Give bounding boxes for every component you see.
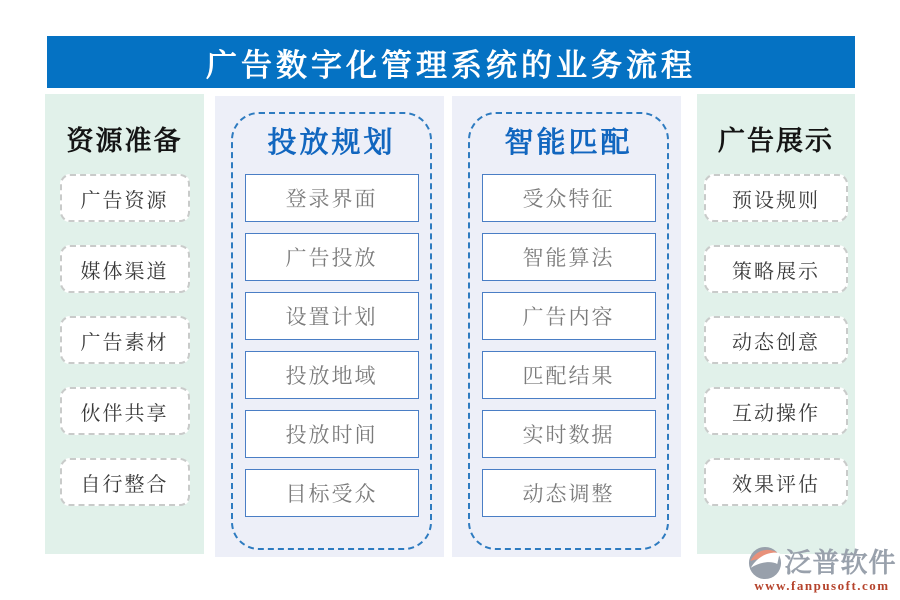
flow-item-ad-materials: 广告素材	[60, 316, 190, 364]
flow-item-dynamic-adjust: 动态调整	[482, 469, 656, 517]
flow-item-ad-resources: 广告资源	[60, 174, 190, 222]
flow-item-set-plan: 设置计划	[245, 292, 419, 340]
fanpu-logo-icon	[748, 546, 782, 580]
flow-item-ad-delivery: 广告投放	[245, 233, 419, 281]
brand-name: 泛普软件	[784, 548, 897, 578]
flow-item-effect-eval: 效果评估	[704, 458, 848, 506]
column-ad-display	[697, 94, 855, 554]
column-placement-planning	[215, 96, 444, 557]
brand-watermark	[746, 546, 898, 594]
flow-item-delivery-time: 投放时间	[245, 410, 419, 458]
flow-item-match-result: 匹配结果	[482, 351, 656, 399]
flow-item-media-channels: 媒体渠道	[60, 245, 190, 293]
flow-item-smart-algorithm: 智能算法	[482, 233, 656, 281]
flow-item-preset-rules: 预设规则	[704, 174, 848, 222]
flow-item-strategy-display: 策略展示	[704, 245, 848, 293]
flow-item-self-integrate: 自行整合	[60, 458, 190, 506]
brand-website[interactable]: www.fanpusoft.com	[754, 578, 890, 593]
flow-item-target-audience: 目标受众	[245, 469, 419, 517]
page-title: 广告数字化管理系统的业务流程	[206, 47, 696, 83]
flow-item-interaction-ops: 互动操作	[704, 387, 848, 435]
flow-item-realtime-data: 实时数据	[482, 410, 656, 458]
title-banner	[47, 36, 855, 88]
flow-item-audience-traits: 受众特征	[482, 174, 656, 222]
flow-item-partner-share: 伙伴共享	[60, 387, 190, 435]
flow-item-login-ui: 登录界面	[245, 174, 419, 222]
column-header-resource-prep: 资源准备	[66, 126, 183, 156]
flow-item-ad-content: 广告内容	[482, 292, 656, 340]
column-header-smart-matching: 智能匹配	[504, 127, 633, 159]
flow-item-delivery-region: 投放地域	[245, 351, 419, 399]
flow-item-dynamic-creative: 动态创意	[704, 316, 848, 364]
column-header-placement-planning: 投放规划	[267, 127, 396, 159]
placement-planning-group-border	[231, 112, 432, 550]
smart-matching-group-border	[468, 112, 669, 550]
column-header-ad-display: 广告展示	[718, 126, 834, 156]
column-resource-prep	[45, 94, 204, 554]
column-smart-matching	[452, 96, 681, 557]
